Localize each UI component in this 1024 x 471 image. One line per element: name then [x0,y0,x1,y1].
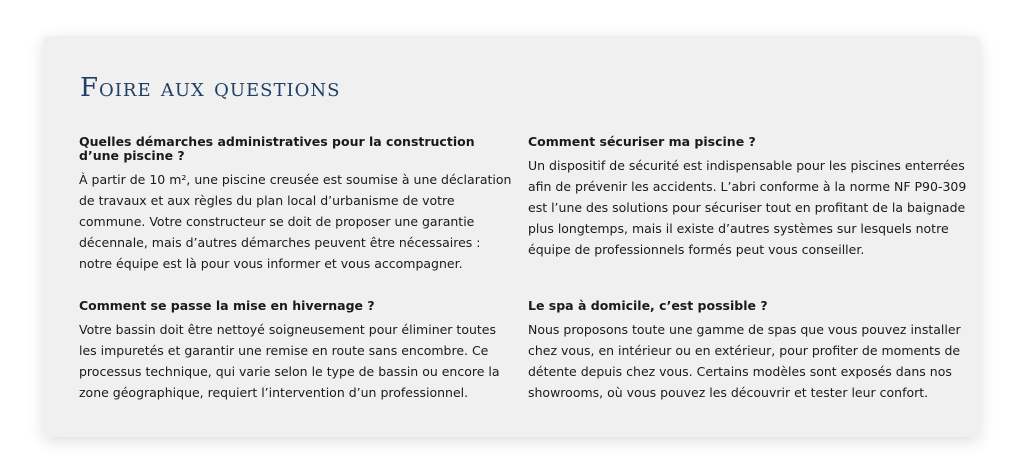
faq-question: Quelles démarches administratives pour la construction d’une piscine ? [79,134,475,163]
faq-item-wintering [79,299,515,403]
faq-card [43,36,980,437]
faq-answer: Votre bassin doit être nettoyé soigneusement pour éliminer toutes les impuretés et garantir une remise en route sans encombre. Ce processus technique, qui varie selon le type de bassin ou encore la zone géographique, requiert l’intervention d’un professionnel. [79,322,500,400]
faq-answer: Nous proposons toute une gamme de spas que vous pouvez installer chez vous, en intérieur ou en extérieur, pour profiter de moments de détente depuis chez vous. Certains modèles sont exposés dans nos showrooms, où vous pouvez les découvrir et tester leur confort. [528,322,961,400]
faq-question: Le spa à domicile, c’est possible ? [528,298,768,313]
faq-answer: Un dispositif de sécurité est indispensable pour les piscines enterrées afin de prévenir les accidents. L’abri conforme à la norme NF P90-309 est l’une des solutions pour sécuriser tout en profitant de la baignade plus longtemps, mais il existe d’autres systèmes sur lesquels notre équipe de professionnels formés peut vous conseiller. [528,158,967,257]
faq-item-admin [79,135,515,274]
faq-item-spa [528,299,968,403]
faq-question: Comment sécuriser ma piscine ? [528,134,756,149]
faq-item-security [528,135,968,260]
faq-question: Comment se passe la mise en hivernage ? [79,298,375,313]
faq-title: Foire aux questions [80,73,341,103]
faq-answer: À partir de 10 m², une piscine creusée est soumise à une déclaration de travaux et aux règles du plan local d’urbanisme de votre commune. Votre constructeur se doit de proposer une garantie décennale, mais d’autres démarches peuvent être nécessaires : notre équipe est là pour vous informer et vous accompagner. [79,172,512,271]
